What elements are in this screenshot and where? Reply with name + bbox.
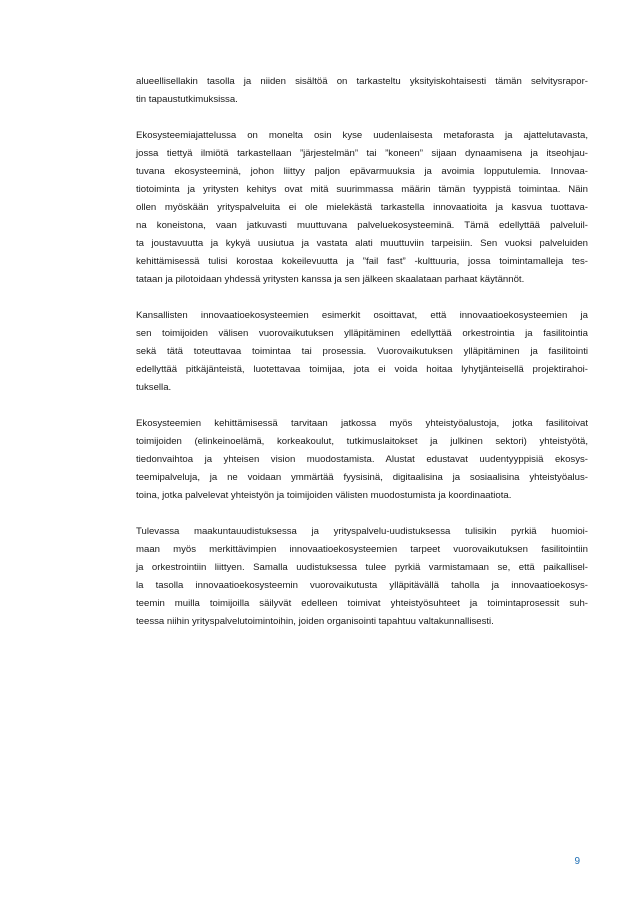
paragraph-2 [136,127,588,289]
paragraph-5 [136,523,588,631]
text-line: jossa tiettyä ilmiötä tarkastellaan ”järjestelmän” tai ”koneen” sijaan dynaamisena ja itseohjau- [136,148,588,159]
text-line: maan myös merkittävimpien innovaatioekosysteemien tarpeet vuorovaikutuksen fasilitointiin [136,544,588,555]
text-line: kehittämisessä tulisi korostaa kokeilevuutta ja ”fail fast” -kulttuuria, jossa toimintamalleja tes- [136,256,588,267]
text-line: Tulevassa maakuntauudistuksessa ja yrityspalvelu-uudistuksessa tulisikin pyrkiä huomioi- [136,526,588,537]
text-line: sekä tätä toteuttavaa toimintaa tai prosessia. Vuorovaikutuksen ylläpitäminen ja fasilitointi [136,346,588,357]
text-line: na koneistona, vaan jatkuvasti muuttuvana palveluekosysteeminä. Tämä edellyttää palveluil- [136,220,588,231]
text-line: Ekosysteemien kehittämisessä tarvitaan jatkossa myös yhteistyöalustoja, jotka fasilitoivat [136,418,588,429]
paragraph-3 [136,307,588,397]
text-line: tataan ja pilotoidaan yhdessä yritysten kanssa ja sen jälkeen skaalataan parhaat käytännöt. [136,274,525,285]
paragraph-4 [136,415,588,505]
text-line: ollen myöskään yrityspalveluita ei ole mielekästä tarkastella innovaatioita ja kasvua tuottava- [136,202,588,213]
text-line: edellyttää pitkäjänteistä, luotettavaa toimijaa, jota ei voida hoitaa lyhytjänteisellä projektirahoi- [136,364,588,375]
text-line: teemipalveluja, ja ne voidaan ymmärtää fyysisinä, digitaalisina ja sosiaalisina yhteistyöalus- [136,472,588,483]
text-line: teessa niihin yrityspalvelutoimintoihin, joiden organisointi tapahtuu valtakunnallisesti. [136,616,494,627]
text-line: tin tapaustutkimuksissa. [136,94,238,105]
text-line: Kansallisten innovaatioekosysteemien esimerkit osoittavat, että innovaatioekosysteemien ja [136,310,588,321]
body-text [136,73,588,649]
text-line: tiotoiminta ja yritysten kehitys ovat mitä suurimmassa määrin tämän tyyppistä toimintaa. Näin [136,184,588,195]
text-line: sen toimijoiden välisen vuorovaikutuksen ylläpitäminen edellyttää orkestrointia ja fasilitointia [136,328,588,339]
text-line: tuksella. [136,382,172,393]
text-line: tiedonvaihtoa ja yhteisen vision muodostamista. Alustat edustavat uudentyyppisiä ekosys- [136,454,588,465]
page-number: 9 [574,856,580,867]
text-line: ja orkestrointiin liittyen. Samalla uudistuksessa tulee pyrkiä varmistamaan se, että paikallisel- [136,562,588,573]
paragraph-1 [136,73,588,109]
text-line: alueellisellakin tasolla ja niiden sisältöä on tarkasteltu yksityiskohtaisesti tämän selvitysrapor- [136,76,588,87]
text-line: tuvana ekosysteeminä, johon liittyy paljon epävarmuuksia ja avoimia lopputulemia. Innovaa- [136,166,588,177]
text-line: ta joustavuutta ja kykyä uusiutua ja vastata alati muuttuviin tarpeisiin. Sen vuoksi palveluiden [136,238,588,249]
text-line: teemin muilla toimijoilla säilyvät edelleen toimivat yhteistyösuhteet ja toimintaprosessit suh- [136,598,588,609]
text-line: la tasolla innovaatioekosysteemin vuorovaikutusta ylläpitävällä taholla ja innovaatioekosys- [136,580,588,591]
text-line: toimijoiden (elinkeinoelämä, korkeakoulut, tutkimuslaitokset ja julkinen sektori) yhteistyötä, [136,436,588,447]
text-line: Ekosysteemiajattelussa on monelta osin kyse uudenlaisesta metaforasta ja ajattelutavasta, [136,130,588,141]
text-line: toina, jotka palvelevat yhteistyön ja toimijoiden välisten muodostumista ja koordinaatiota. [136,490,512,501]
